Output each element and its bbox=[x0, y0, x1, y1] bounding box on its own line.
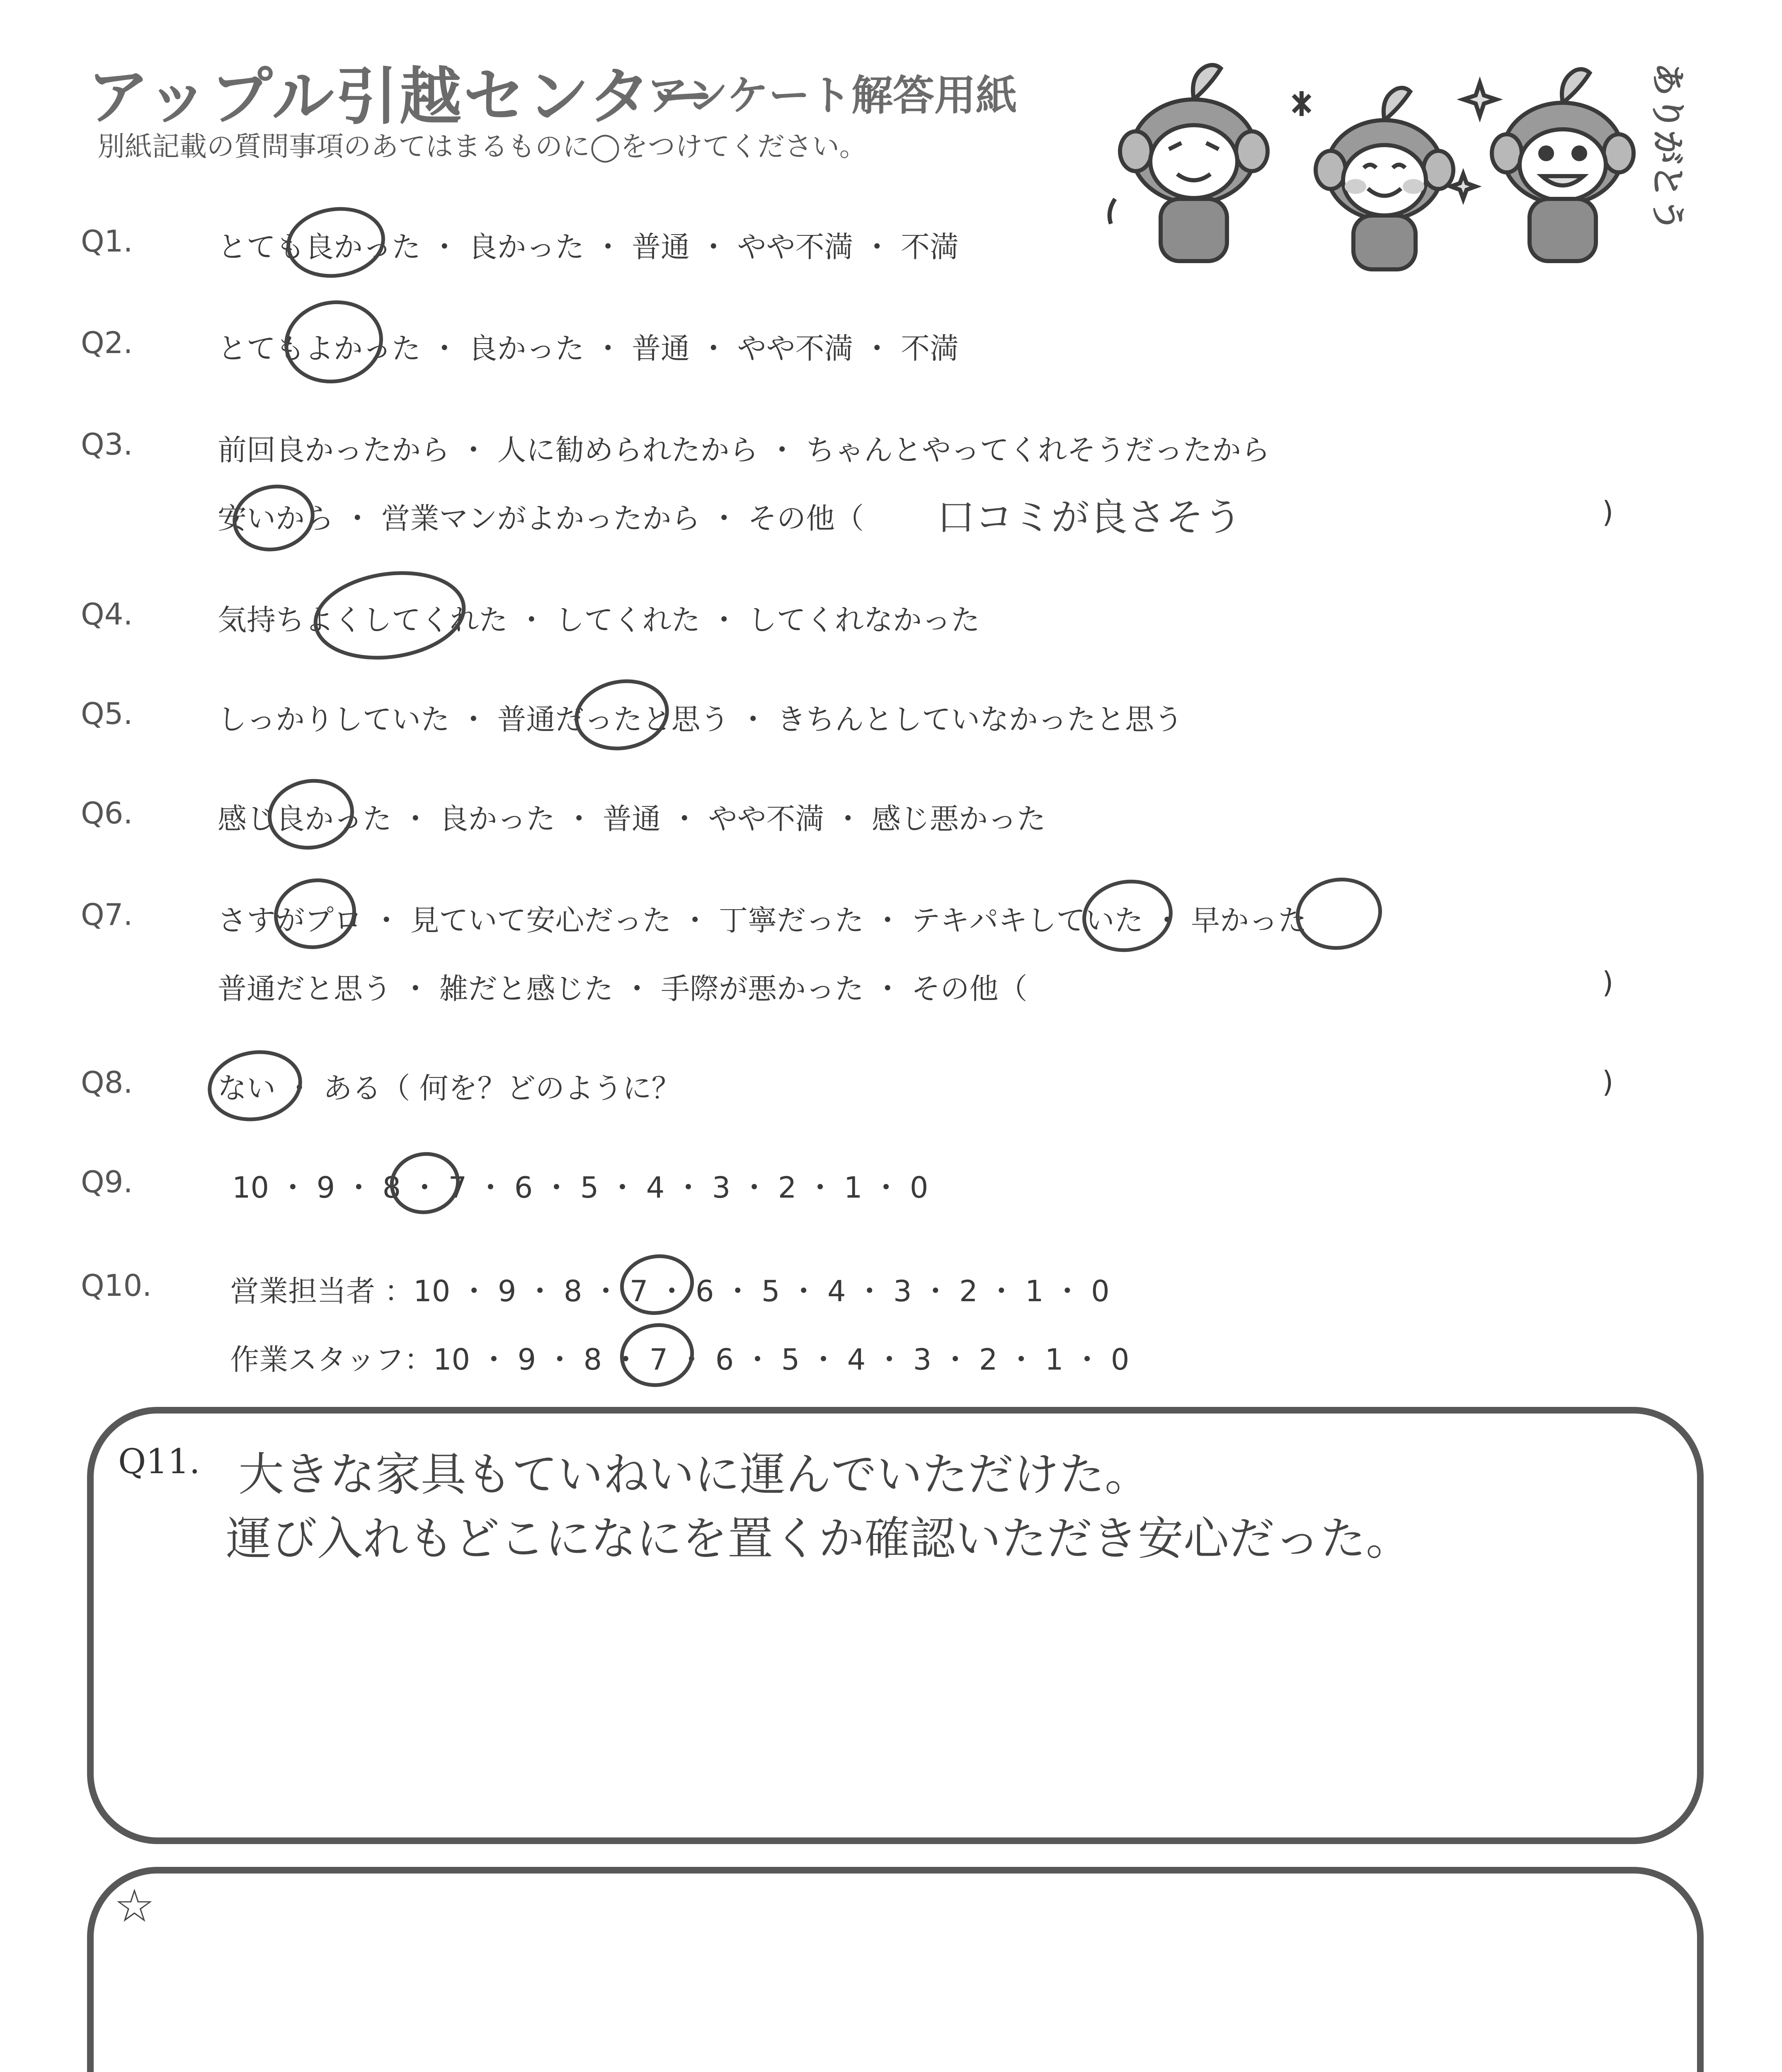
q1-label: Q1. bbox=[81, 224, 133, 259]
q11-label: Q11. bbox=[118, 1442, 200, 1481]
q6-answer-circle bbox=[264, 775, 358, 854]
q7-options-line1: さすがプロ ・ 見ていて安心だった ・ 丁寧だった ・ テキパキしていた ・ 早かった bbox=[218, 903, 1307, 937]
q10-sales-answer-circle bbox=[617, 1251, 696, 1318]
q8-label: Q8. bbox=[81, 1065, 133, 1100]
q5-options: しっかりしていた ・ 普通だったと思う ・ きちんとしていなかったと思う bbox=[218, 702, 1183, 736]
q10-staff-answer-circle bbox=[617, 1319, 697, 1390]
q10-sales-scale: 営業担当者 ：10 ・ 9 ・ 8 ・ 7 ・ 6 ・ 5 ・ 4 ・ 3 ・ 2 ・ 1 ・ 0 bbox=[230, 1274, 1110, 1308]
q3-other-handwritten: 口コミが良さそう bbox=[937, 495, 1242, 540]
q1-options: とても良かった ・ 良かった ・ 普通 ・ やや不満 ・ 不満 bbox=[218, 230, 959, 264]
q10-label: Q10. bbox=[81, 1268, 152, 1303]
q7-answer-circle-2 bbox=[1079, 875, 1176, 957]
q4-options: 気持ちよくしてくれた ・ してくれた ・ してくれなかった bbox=[218, 603, 980, 637]
q1-answer-circle bbox=[284, 203, 388, 282]
q6-label: Q6. bbox=[81, 796, 133, 830]
q7-answer-circle-1 bbox=[269, 873, 360, 954]
instruction-text: 別紙記載の質問事項のあてはまるものに◯をつけてください。 bbox=[97, 131, 867, 162]
q3-label: Q3. bbox=[81, 427, 133, 462]
q9-answer-circle bbox=[387, 1149, 463, 1218]
q9-scale: 10 ・ 9 ・ 8 ・ 7 ・ 6 ・ 5 ・ 4 ・ 3 ・ 2 ・ 1 ・ 0 bbox=[232, 1171, 929, 1205]
q10-staff-scale: 作業スタッフ：10 ・ 9 ・ 8 ・ 7 ・ 6 ・ 5 ・ 4 ・ 3 ・ 2 ・ 1 ・ 0 bbox=[230, 1343, 1130, 1377]
q3-options-line2: 安いから ・ 営業マンがよかったから ・ その他（ bbox=[218, 501, 864, 535]
q2-label: Q2. bbox=[81, 325, 133, 360]
q3-answer-circle bbox=[228, 479, 318, 557]
q7-close-paren: ) bbox=[1602, 966, 1614, 1000]
q7-options-line2: 普通だと思う ・ 雑だと感じた ・ 手際が悪かった ・ その他（ bbox=[218, 972, 1028, 1006]
q5-label: Q5. bbox=[81, 696, 133, 731]
q3-options-line1: 前回良かったから ・ 人に勧められたから ・ ちゃんとやってくれそうだったから bbox=[218, 433, 1270, 467]
q6-options: 感じ良かった ・ 良かった ・ 普通 ・ やや不満 ・ 感じ悪かった bbox=[218, 802, 1046, 836]
star-icon: ☆ bbox=[114, 1879, 155, 1932]
q7-label: Q7. bbox=[81, 897, 133, 932]
q8-options: ない ・ ある（ 何を？どのように？ bbox=[218, 1071, 681, 1105]
q2-options: とてもよかった ・ 良かった ・ 普通 ・ やや不満 ・ 不満 bbox=[218, 332, 959, 366]
q11-comment-line1: 大きな家具もていねいに運んでいただけた。 bbox=[238, 1448, 1150, 1501]
q3-close-paren: ) bbox=[1602, 495, 1614, 529]
q4-answer-circle bbox=[310, 564, 469, 667]
thanks-text: ありがとう bbox=[1648, 62, 1687, 232]
q11-comment-line2: 運び入れもどこになにを置くか確認いただき安心だった。 bbox=[226, 1512, 1411, 1565]
q8-close-paren: ) bbox=[1602, 1065, 1614, 1099]
q9-label: Q9. bbox=[81, 1164, 133, 1199]
q4-label: Q4. bbox=[81, 597, 133, 632]
document-title: アップル引越センター bbox=[87, 61, 716, 133]
document-subtitle: アンケート解答用紙 bbox=[647, 71, 1017, 120]
q8-answer-circle bbox=[204, 1045, 305, 1126]
q2-answer-circle bbox=[280, 295, 387, 389]
q5-answer-circle bbox=[571, 674, 672, 755]
q7-answer-circle-3 bbox=[1292, 873, 1385, 954]
